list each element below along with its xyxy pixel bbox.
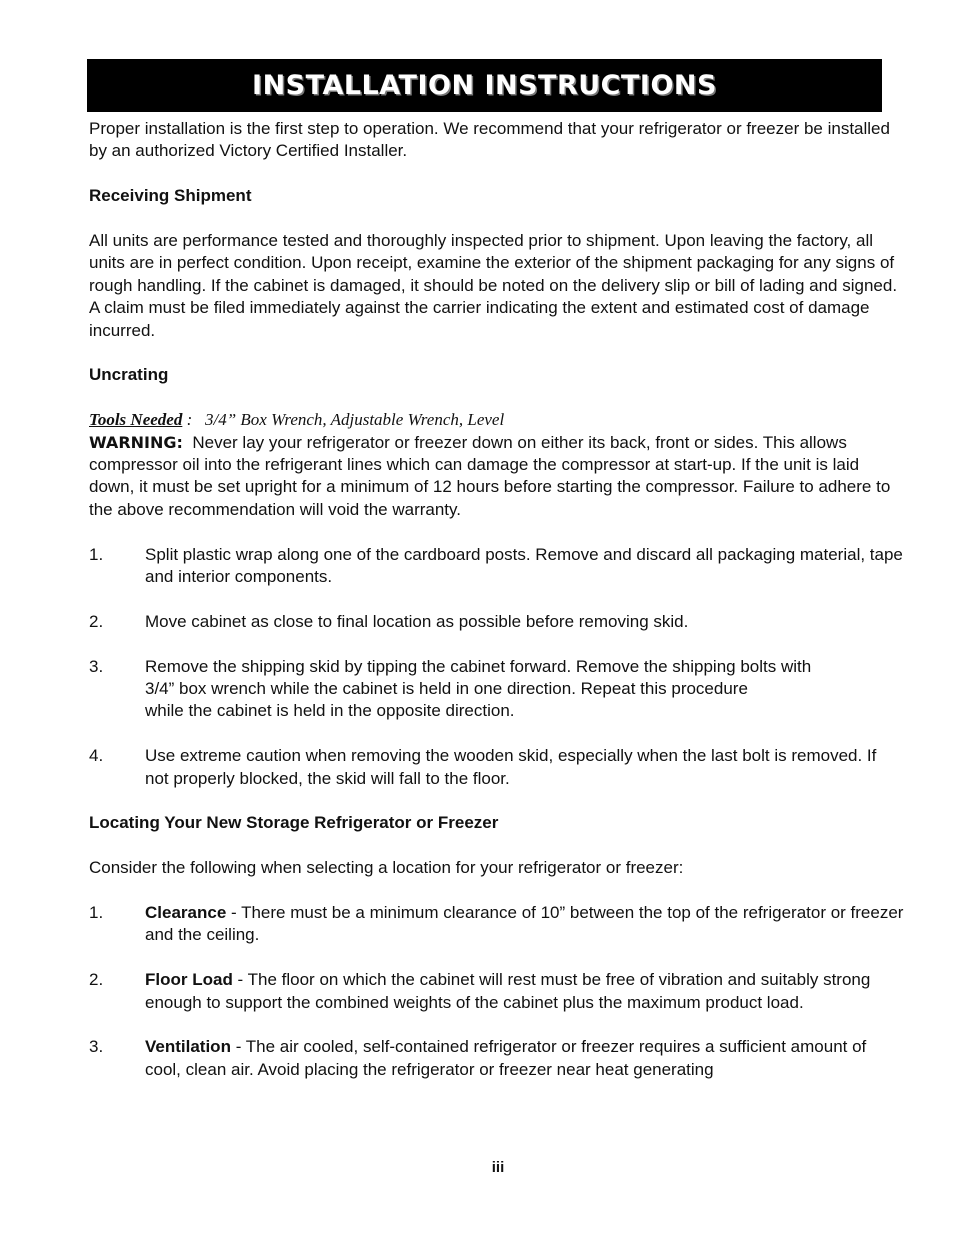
tools-list: 3/4” Box Wrench, Adjustable Wrench, Level — [205, 410, 505, 430]
step-number: 3. — [89, 656, 104, 676]
warning-label: WARNING: — [89, 432, 183, 452]
tools-needed-separator: : — [182, 410, 193, 430]
step-number: 1. — [89, 544, 104, 564]
item-number: 1. — [89, 903, 104, 923]
item-number: 2. — [89, 970, 104, 990]
receiving-paragraph: All units are performance tested and thoroughly inspected prior to shipment. Upon leaving the factory, all units are in perfect condition. Upon receipt, examine the exterior of the shipment packaging for any signs of rough handling. If the cabinet is damaged, it should be noted on the delivery slip or bill of lading and signed. A claim must be filed immediately against the carrier indicating the extent and estimated cost of damage incurred. — [89, 231, 898, 340]
warning-paragraph — [89, 432, 904, 522]
title-banner — [87, 59, 882, 112]
step-text: Split plastic wrap along one of the cardboard posts. Remove and discard all packaging material, tape and interior components. — [145, 544, 903, 587]
list-item — [89, 969, 904, 1014]
list-item — [89, 1036, 904, 1081]
step-text: Move cabinet as close to final location as possible before removing skid. — [145, 611, 689, 631]
locating-heading: Locating Your New Storage Refrigerator or Freezer — [89, 813, 499, 833]
tools-needed-label: Tools Needed — [89, 410, 183, 430]
list-item — [89, 611, 904, 633]
item-text: - There must be a minimum clearance of 10” between the top of the refrigerator or freezer and the ceiling. — [145, 903, 904, 945]
item-number: 3. — [89, 1037, 104, 1057]
step-number: 4. — [89, 746, 104, 766]
list-item — [89, 902, 904, 947]
tools-needed-line — [89, 409, 904, 431]
list-item — [89, 745, 904, 790]
locating-intro: Consider the following when selecting a location for your refrigerator or freezer: — [89, 858, 684, 878]
page-number: iii — [491, 1159, 505, 1176]
step-number: 2. — [89, 611, 104, 631]
receiving-heading: Receiving Shipment — [89, 186, 252, 206]
step-text: Use extreme caution when removing the wooden skid, especially when the last bolt is removed. If not properly blocked, the skid will fall to the floor. — [145, 746, 877, 788]
item-text: - The floor on which the cabinet will rest must be free of vibration and suitably strong enough to support the combined weights of the cabinet plus the maximum product load. — [145, 970, 871, 1012]
step-text: Remove the shipping skid by tipping the cabinet forward. Remove the shipping bolts with 3/4” box wrench while the cabinet is held in one direction. Repeat this procedure — [145, 656, 812, 699]
page-title: INSTALLATION INSTRUCTIONS — [252, 70, 717, 101]
list-item — [89, 544, 904, 589]
document-body — [89, 118, 904, 1081]
item-text: - The air cooled, self-contained refrigerator or freezer requires a sufficient amount of cool, clean air. Avoid placing the refrigerator or freezer near heat generating — [145, 1037, 867, 1079]
step-text-continued: while the cabinet is held in the opposite direction. — [145, 701, 515, 721]
uncrating-heading: Uncrating — [89, 365, 169, 385]
list-item — [89, 656, 904, 723]
item-term: Floor Load — [145, 970, 233, 990]
warning-text: Never lay your refrigerator or freezer down on either its back, front or sides. This allows compressor oil into the refrigerant lines which can damage the compressor at start-up. If the unit is laid down, it must be set upright for a minimum of 12 hours before starting the compressor. Failure to adhere to the above recommendation will void the warranty. — [89, 432, 891, 519]
item-term: Ventilation — [145, 1037, 231, 1057]
item-term: Clearance — [145, 903, 227, 923]
intro-paragraph: Proper installation is the first step to operation. We recommend that your refrigerator or freezer be installed by an authorized Victory Certified Installer. — [89, 119, 890, 161]
